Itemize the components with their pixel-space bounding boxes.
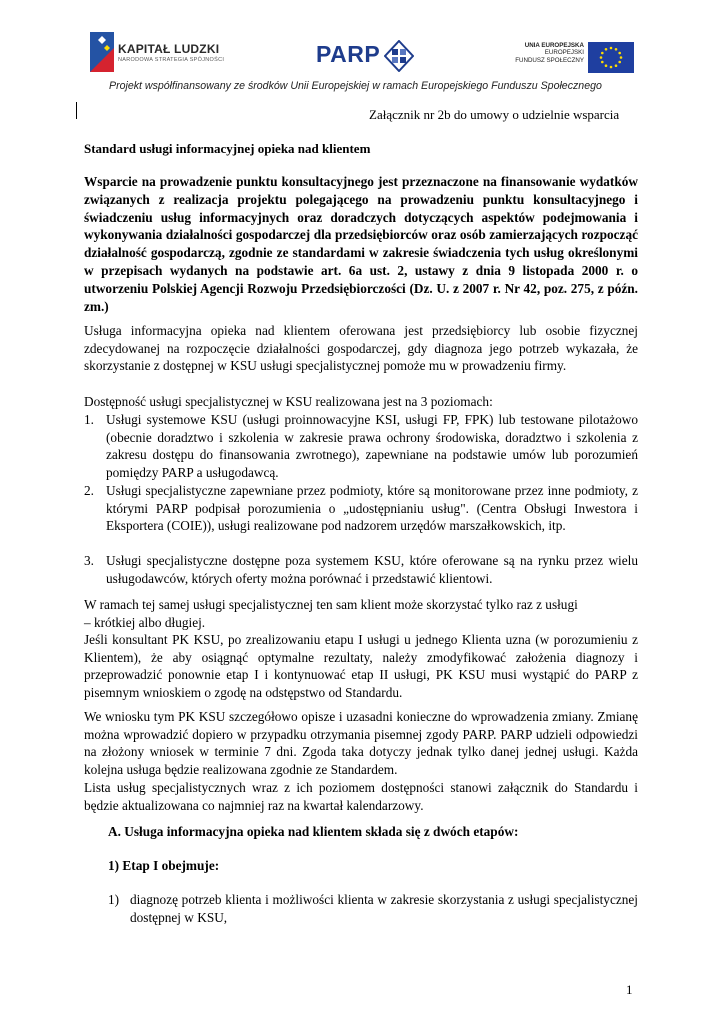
etap-1-heading: 1) Etap I obejmuje: (108, 858, 220, 873)
list-text: Usługi specjalistyczne dostępne poza systemem KSU, które oferowane są na rynku przez wielu usługodawców, których oferty można porównać i przedstawić klientowi. (106, 553, 638, 586)
list-item-level-1 (84, 411, 638, 481)
eu-line-2: EUROPEJSKI (544, 49, 584, 57)
attachment-label: Załącznik nr 2b do umowy o udzielnie wsparcia (369, 107, 620, 122)
single-use-line-2: – krótkiej albo długiej. (84, 614, 206, 630)
revision-bar (76, 102, 77, 119)
intro-paragraph: Wsparcie na prowadzenie punktu konsultacyjnego jest przeznaczone na finansowanie wydatków związanych z realizacja projektu polegającego na prowadzeniu punktu konsultacyjnego i świadczeniu usług informacyjnych oraz doradczych dotyczących aspektów podejmowania i wykonywania działalności gospodarczej dla przedsiębiorców oraz osób zamierzających rozpocząć działalność gospodarczą, zgodnie ze standardami w zakresie świadczenia tych usług określonymi w przepisach wydanych na podstawie art. 6a ust. 2, ustawy z dnia 9 listopada 2000 r. o utworzeniu Polskiej Agencji Rozwoju Przedsiębiorczości (Dz. U. z 2007 r. Nr 42, poz. 275, z późn. zm.) (84, 174, 638, 314)
etap-item-number: 1) (108, 892, 120, 907)
paragraph-single-use (84, 596, 638, 631)
cofinancing-note: Projekt współfinansowany ze środków Unii Europejskiej w ramach Europejskiego Funduszu Społecznego (109, 80, 602, 92)
kapital-ludzki-title: KAPITAŁ LUDZKI (118, 42, 220, 56)
paragraph-service-description: Usługa informacyjna opieka nad klientem oferowana jest przedsiębiorcy lub osobie fizycznej zdecydowanej na rozpoczęcie działalności gospodarczej, gdy diagnoza jego potrzeb wykazała, że skorzystanie z dostępnej w KSU usługi specjalistycznej pomoże mu w prowadzeniu firmy. (84, 323, 638, 374)
kapital-ludzki-subtitle: NARODOWA STRATEGIA SPÓJNOŚCI (118, 57, 225, 63)
paragraph-exception: Jeśli konsultant PK KSU, po zrealizowaniu etapu I usługi u jednego Klienta uzna (w porozumieniu z Klientem), że aby osiągnąć optymalne rezultaty, należy zmodyfikować założenia diagnozy i przeprowadzić ponownie etap I i kontynuować etap II usługi, PK KSU musi wystąpić do PARP z pisemnym wnioskiem o zgodę na odstępstwo od Standardu. (84, 632, 638, 700)
list-item-level-3 (84, 552, 638, 587)
eu-line-3: FUNDUSZ SPOŁECZNY (515, 56, 584, 64)
paragraph-request: We wniosku tym PK KSU szczegółowo opisze i uzasadni konieczne do wprowadzenia zmiany. Zmianę można wprowadzić dopiero w przypadku otrzymania pisemnej zgody PARP. PARP udzieli odpowiedzi na złożony wniosek w terminie 7 dni. Zgoda taka dotyczy jednak tylko danej jednej usługi. Każda kolejna usługa będzie realizowana zgodnie ze Standardem. (84, 709, 638, 777)
paragraph-services-list: Lista usług specjalistycznych wraz z ich poziomem dostępności stanowi załącznik do Standardu i będzie aktualizowana co najmniej raz na kwartał kalendarzowy. (84, 780, 638, 813)
section-a-heading: A. Usługa informacyjna opieka nad klientem składa się z dwóch etapów: (108, 824, 519, 839)
single-use-line-1: W ramach tej samej usługi specjalistycznej ten sam klient może skorzystać tylko raz z usługi (84, 597, 578, 612)
list-text: Usługi systemowe KSU (usługi proinnowacyjne KSI, usługi FP, FPK) lub testowane pilotażowo (obecnie doradztwo i szkolenia w zakresie prawa ochrony środowiska, doradztwo i szkolenia z zakresu dostępu do finansowania zwrotnego), zapewniane na podstawie umów lub porozumień pomiędzy PARP a usługodawcą. (106, 412, 638, 480)
etap-1-item (108, 891, 638, 926)
eu-label (500, 42, 584, 64)
list-item-level-2 (84, 482, 638, 535)
paragraph-availability: Dostępność usługi specjalistycznej w KSU realizowana jest na 3 poziomach: (84, 394, 493, 409)
parp-logo-text: PARP (316, 41, 381, 67)
list-number: 2. (84, 483, 94, 498)
list-number: 3. (84, 553, 94, 568)
list-text: Usługi specjalistyczne zapewniane przez podmioty, które są monitorowane przez inne podmioty, z którymi PARP podpisał porozumienia o „udostępnianiu usług". (Centra Obsługi Inwestora i Eksportera (COIE)), usługi realizowane pod nadzorem urzędów marszałkowskich, itp. (106, 483, 638, 534)
list-number: 1. (84, 412, 94, 427)
document-title: Standard usługi informacyjnej opieka nad klientem (84, 141, 371, 156)
eu-line-1: UNIA EUROPEJSKA (524, 42, 584, 49)
etap-item-text: diagnozę potrzeb klienta i możliwości klienta w zakresie skorzystania z usługi specjalistycznej dostępnej w KSU, (130, 892, 638, 925)
parp-logo-mark (384, 40, 414, 72)
eu-flag-icon (588, 42, 634, 73)
page-number: 1 (626, 982, 633, 997)
